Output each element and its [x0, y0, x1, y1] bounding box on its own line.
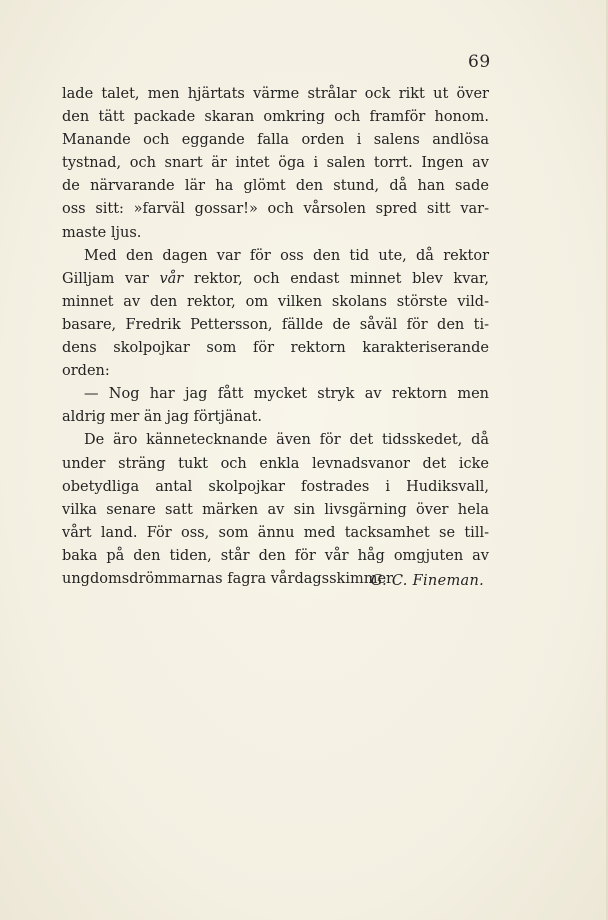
text-line: aldrig mer än jag förtjänat.: [62, 409, 262, 426]
emphasized-word: vår: [159, 270, 184, 287]
text-line: orden:: [62, 363, 110, 380]
text-line: tystnad, och snart är intet öga i salen torrt. Ingen av: [62, 155, 489, 172]
page-number: 69: [468, 52, 491, 72]
text-line: basare, Fredrik Pettersson, fällde de såväl för den ti-: [62, 316, 489, 333]
text-line: obetydliga antal skolpojkar fostrades i Hudiksvall,: [62, 478, 489, 495]
text-line: ungdomsdrömmarnas fagra vårdagsskimmer.: [62, 570, 397, 587]
paragraph-1: [62, 83, 489, 245]
author-signature: G. C. Fineman.: [370, 573, 484, 589]
paragraph-4: [62, 429, 489, 591]
text-line-with-emphasis: Gilljam var vår rektor, och endast minnet blev kvar,: [62, 270, 490, 287]
body-text: [62, 83, 489, 591]
text-line: de närvarande lär ha glömt den stund, då han sade: [62, 178, 489, 195]
text-line: De äro kännetecknande även för det tidsskedet, då: [84, 432, 489, 449]
text-line: Manande och eggande falla orden i salens andlösa: [62, 132, 489, 149]
text-line: oss sitt: »farväl gossar!» och vårsolen spred sitt var-: [62, 201, 489, 218]
text-line: Med den dagen var för oss den tid ute, då rektor: [84, 247, 489, 264]
paragraph-2: [62, 245, 489, 384]
text-line: baka på den tiden, står den för vår håg omgjuten av: [62, 547, 489, 564]
text-line: — Nog har jag fått mycket stryk av rektorn men: [84, 386, 489, 403]
text-line: dens skolpojkar som för rektorn karakteriserande: [62, 340, 489, 357]
text-line: minnet av den rektor, om vilken skolans störste vild-: [62, 293, 489, 310]
text-line: den tätt packade skaran omkring och framför honom.: [62, 109, 489, 126]
text-line: vilka senare satt märken av sin livsgärning över hela: [62, 501, 489, 518]
text-line: maste ljus.: [62, 224, 142, 241]
text-line: under sträng tukt och enkla levnadsvanor det icke: [62, 455, 489, 472]
paragraph-3: [62, 383, 489, 429]
text-line: lade talet, men hjärtats värme strålar ock rikt ut över: [62, 86, 489, 102]
text-line: vårt land. För oss, som ännu med tacksamhet se till-: [62, 524, 489, 541]
